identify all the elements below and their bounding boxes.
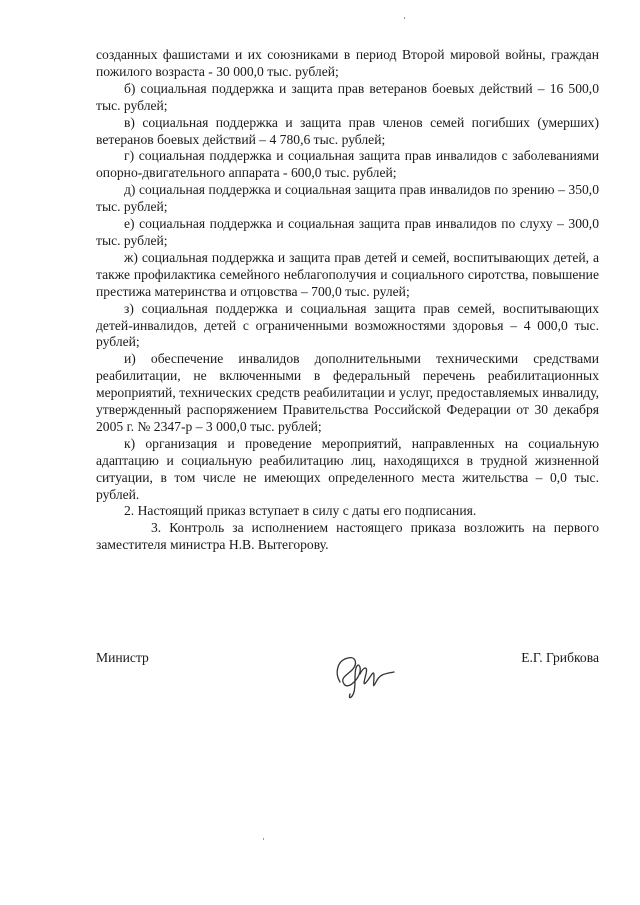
paragraph-item-z: з) социальная поддержка и социальная защита прав семей, воспитывающих детей-инвалидов, детей с ограниченными возможностями здоровья – 4 000,0 тыс. рублей; [96, 300, 599, 350]
signatory-name: Е.Г. Грибкова [521, 650, 599, 665]
paragraph-item-k: к) организация и проведение мероприятий, направленных на социальную адаптацию и социальную реабилитацию лиц, находящихся в трудной жизненной ситуации, в том числе не имеющих определенного места жительства – 0,0 тыс. рублей. [96, 435, 599, 502]
handwritten-signature [328, 644, 408, 704]
paragraph-clause-2: 2. Настоящий приказ вступает в силу с даты его подписания. [124, 503, 477, 519]
document-body [96, 47, 599, 554]
paragraph-item-d: д) социальная поддержка и социальная защита прав инвалидов по зрению – 350,0 тыс. рублей; [96, 182, 599, 215]
paragraph-clause-3: 3. Контроль за исполнением настоящего приказа возложить на первого заместителя министра Н.В. Вытегорову. [96, 520, 599, 553]
paragraph-item-i: и) обеспечение инвалидов дополнительными техническими средствами реабилитации, не включенными в федеральный перечень реабилитационных мероприятий, технических средств реабилитации и услуг, предоставляемых инвалиду, утвержденный распоряжением Правительства Российской Федерации от 30 декабря 2005 г. № 2347-р – 3 000,0 тыс. рублей; [96, 351, 599, 434]
signatory-role: Министр [96, 650, 149, 665]
signature-block [96, 650, 599, 710]
paragraph-continuation: созданных фашистами и их союзниками в период Второй мировой войны, граждан пожилого возраста - 30 000,0 тыс. рублей; [96, 47, 599, 79]
scan-speck [404, 17, 405, 19]
paragraph-item-zh: ж) социальная поддержка и защита прав детей и семей, воспитывающих детей, а также профилактика семейного неблагополучия и социального сиротства, повышение престижа материнства и отцовства – 700,0 тыс. рулей; [96, 249, 599, 299]
scan-speck [263, 838, 264, 840]
paragraph-item-g: г) социальная поддержка и социальная защита прав инвалидов с заболеваниями опорно-двигательного аппарата - 600,0 тыс. рублей; [96, 148, 599, 181]
paragraph-item-v: в) социальная поддержка и защита прав членов семей погибших (умерших) ветеранов боевых действий – 4 780,6 тыс. рублей; [96, 114, 599, 147]
paragraph-item-e: е) социальная поддержка и социальная защита прав инвалидов по слуху – 300,0 тыс. рублей; [96, 216, 599, 248]
paragraph-item-b: б) социальная поддержка и защита прав ветеранов боевых действий – 16 500,0 тыс. рублей; [96, 80, 599, 113]
